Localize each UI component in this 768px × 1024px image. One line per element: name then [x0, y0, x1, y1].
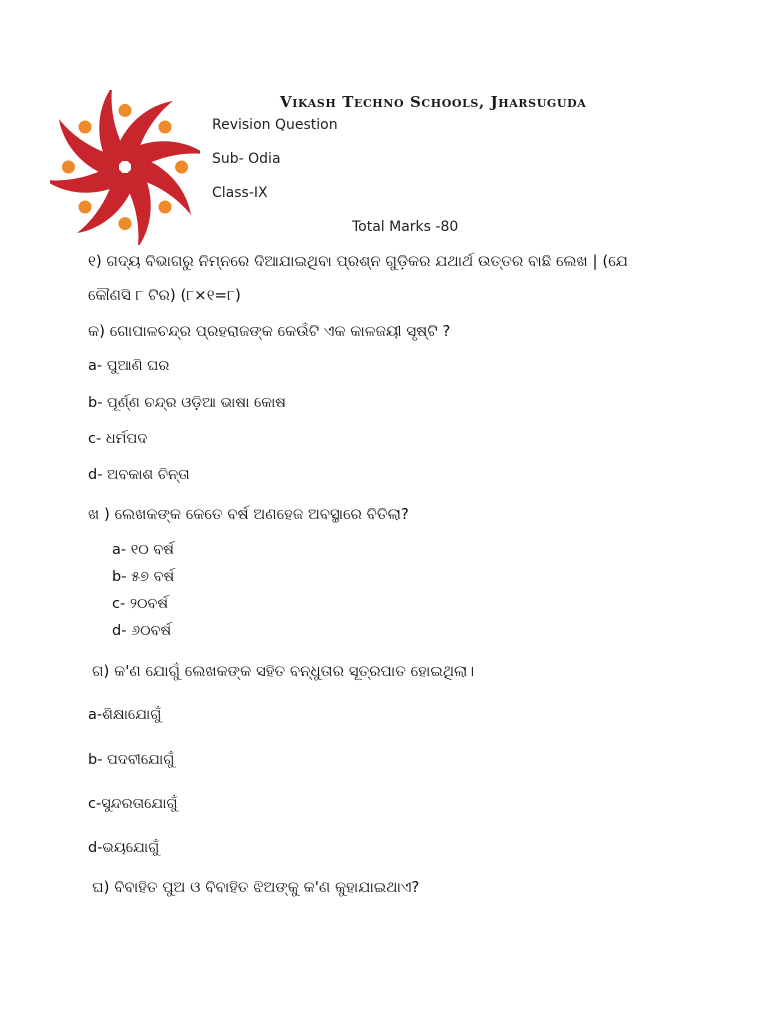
q1-instruction-line1: ୧) ଗଦ୍ୟ ବିଭାଗରୁ ନିମ୍ନରେ ଦିଆଯାଇଥିବା ପ୍ରଶ୍ନ ଗୁଡ଼ିକର ଯଥାର୍ଥ ଉତ୍ତର ବାଛି ଲେଖ | (ଯେ — [88, 252, 628, 270]
school-title: Vikash Techno Schools, Jharsuguda — [280, 93, 587, 111]
option-ka-c: c- ଧର୍ମପଦ — [88, 431, 148, 447]
revision-label: Revision Question — [212, 117, 338, 133]
question-ga: ଗ) କ'ଣ ଯୋଗୁଁ ଲେଖକଙ୍କ ସହିତ ବନ୍ଧୁତାର ସୂତ୍ରପାତ ହୋଇଥିଲା। — [92, 662, 475, 680]
class-label: Class-IX — [212, 185, 268, 201]
total-marks: Total Marks -80 — [352, 219, 459, 235]
option-ga-d: d-ଭୟଯୋଗୁଁ — [88, 840, 160, 856]
question-kha: ଖ ) ଲେଖକଙ୍କ କେତେ ବର୍ଷ ଅଣହେଜ ଅବସ୍ଥାରେ ବିତିଲା? — [88, 505, 409, 523]
option-ga-c: c-ସୁନ୍ଦରତାଯୋଗୁଁ — [88, 796, 178, 812]
option-ga-b: b- ପଦବୀଯୋଗୁଁ — [88, 752, 175, 768]
option-ka-a: a- ପୁଆଣି ଘର — [88, 358, 170, 374]
question-gha: ଘ) ବିବାହିତ ପୁଅ ଓ ବିବାହିତ ଝିଅଙ୍କୁ କ'ଣ କୁହାଯାଇଥାଏ? — [92, 878, 420, 896]
option-ga-a: a-ଶିକ୍ଷାଯୋଗୁଁ — [88, 707, 162, 723]
option-kha-a: a- ୧୦ ବର୍ଷ — [112, 542, 174, 558]
option-kha-b: b- ୫୭ ବର୍ଷ — [112, 569, 175, 585]
q1-instruction-line2: କୌଣସି ୮ ଟିର) (୮×୧=୮) — [88, 286, 241, 304]
option-ka-d: d- ଅବକାଶ ଚିନ୍ତା — [88, 467, 190, 483]
school-logo — [50, 90, 200, 245]
option-kha-c: c- ୨୦ବର୍ଷ — [112, 596, 169, 612]
option-kha-d: d- ୬୦ବର୍ଷ — [112, 623, 172, 639]
option-ka-b: b- ପୂର୍ଣ୍ଣ ଚନ୍ଦ୍ର ଓଡ଼ିଆ ଭାଷା କୋଷ — [88, 395, 286, 411]
logo-emblem-icon — [50, 90, 200, 245]
subject-label: Sub- Odia — [212, 151, 281, 167]
question-ka: କ) ଗୋପାଳଚନ୍ଦ୍ର ପ୍ରହରାଜଙ୍କ କେଉଁଟି ଏକ କାଳଜୟୀ ସୃଷ୍ଟି ? — [88, 322, 451, 340]
